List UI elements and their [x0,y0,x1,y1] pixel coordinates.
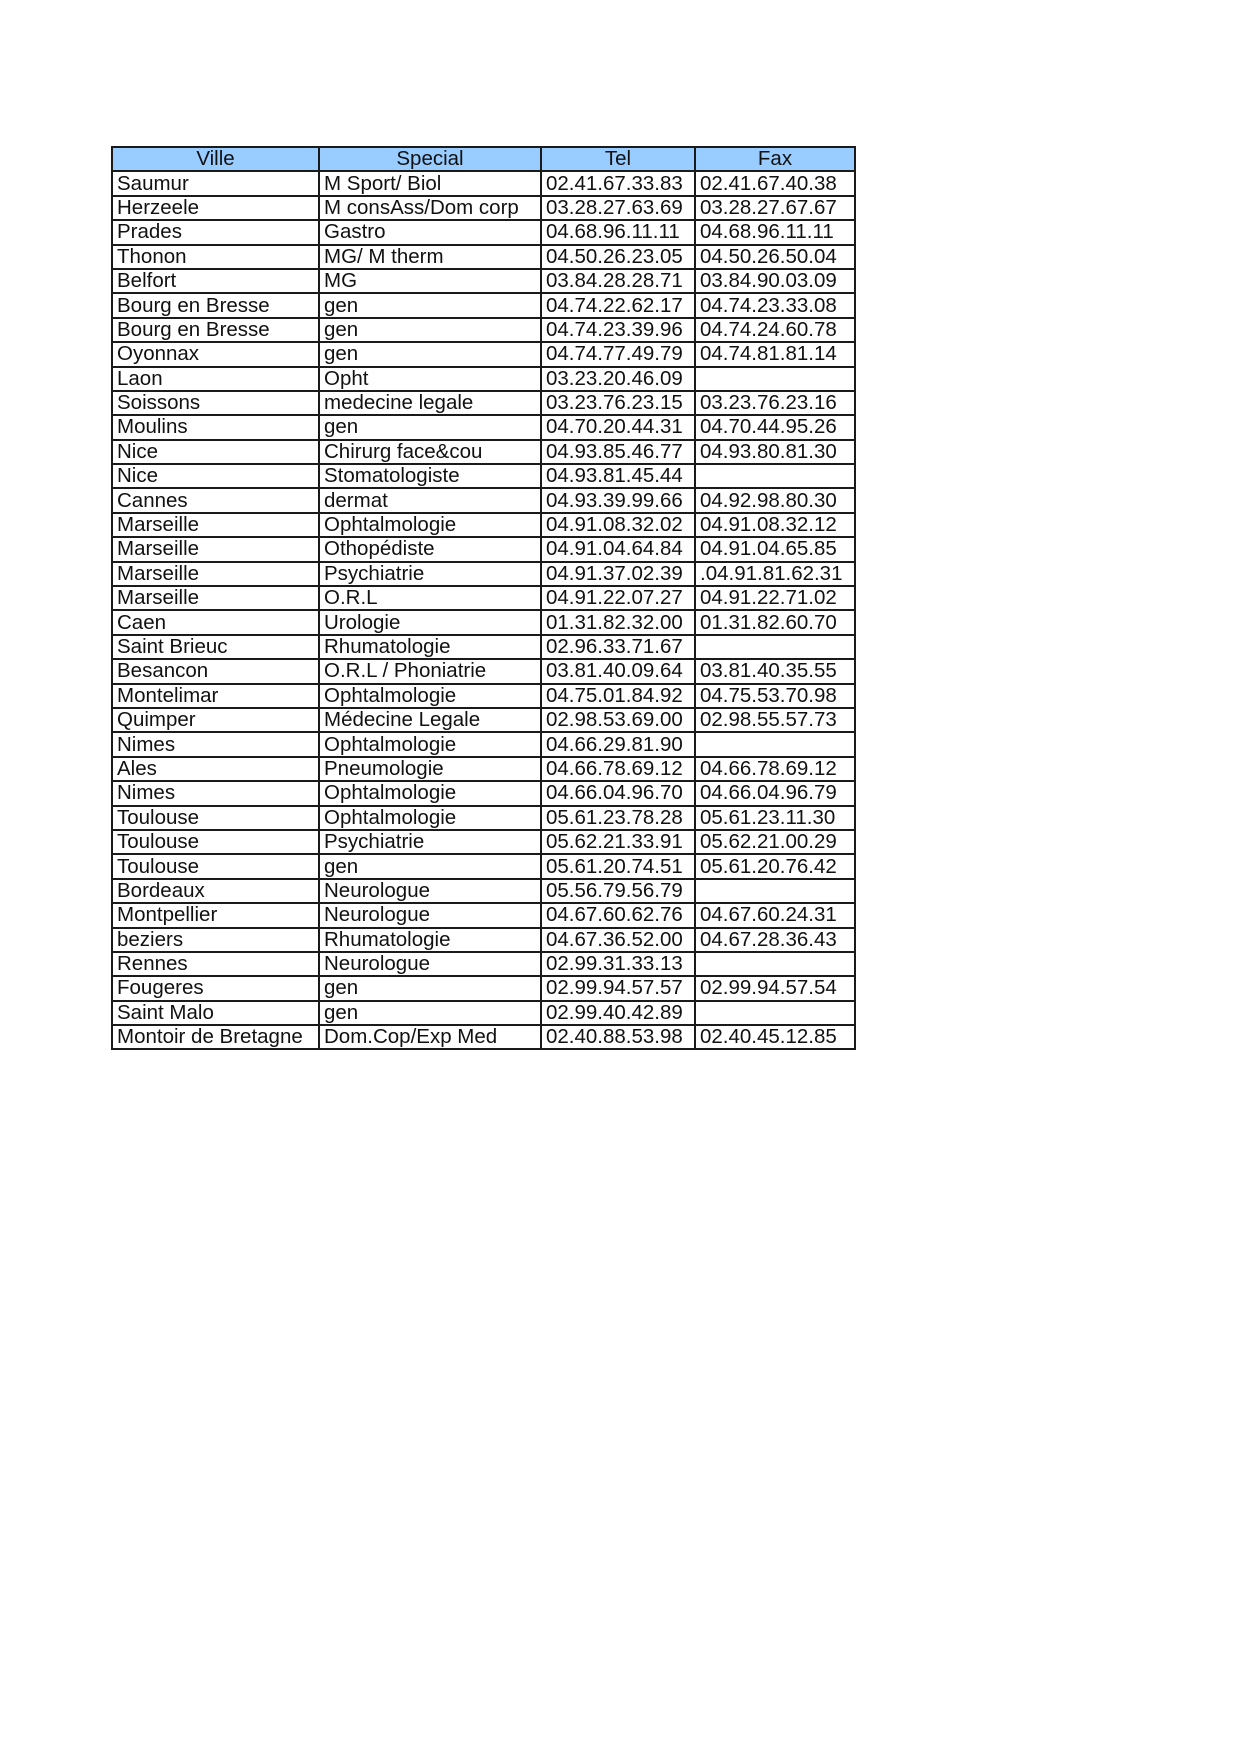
cell-fax [695,732,855,756]
table-row [112,318,855,342]
cell-tel: 01.31.82.32.00 [541,610,695,634]
cell-fax: 04.75.53.70.98 [695,684,855,708]
cell-special: Psychiatrie [319,562,541,586]
cell-tel: 04.93.81.45.44 [541,464,695,488]
column-header-tel: Tel [541,147,695,171]
cell-fax: 05.61.23.11.30 [695,806,855,830]
cell-special: gen [319,293,541,317]
cell-fax: 02.99.94.57.54 [695,976,855,1000]
cell-tel: 04.66.04.96.70 [541,781,695,805]
table-row [112,537,855,561]
cell-fax: 02.40.45.12.85 [695,1025,855,1049]
cell-special: Psychiatrie [319,830,541,854]
cell-ville: Marseille [112,586,319,610]
cell-ville: Marseille [112,537,319,561]
cell-special: Ophtalmologie [319,732,541,756]
cell-tel: 04.74.23.39.96 [541,318,695,342]
cell-fax: 05.61.20.76.42 [695,854,855,878]
cell-ville: Toulouse [112,830,319,854]
table-row [112,245,855,269]
cell-tel: 04.74.77.49.79 [541,342,695,366]
cell-tel: 05.56.79.56.79 [541,879,695,903]
cell-ville: Marseille [112,513,319,537]
cell-ville: Laon [112,367,319,391]
cell-fax [695,635,855,659]
table-row [112,367,855,391]
cell-ville: Toulouse [112,854,319,878]
table-row [112,171,855,195]
cell-ville: Toulouse [112,806,319,830]
cell-ville: Oyonnax [112,342,319,366]
table-row [112,659,855,683]
cell-ville: Herzeele [112,196,319,220]
cell-ville: Moulins [112,415,319,439]
cell-special: O.R.L [319,586,541,610]
table-row [112,781,855,805]
cell-fax: 02.41.67.40.38 [695,171,855,195]
table-row [112,903,855,927]
table-row [112,879,855,903]
cell-fax: 04.74.81.81.14 [695,342,855,366]
cell-special: Ophtalmologie [319,684,541,708]
cell-ville: Saint Malo [112,1001,319,1025]
table-body [112,171,855,1049]
cell-tel: 04.93.85.46.77 [541,440,695,464]
cell-special: dermat [319,488,541,512]
cell-fax: 04.93.80.81.30 [695,440,855,464]
cell-special: Opht [319,367,541,391]
cell-special: M consAss/Dom corp [319,196,541,220]
cell-tel: 04.91.22.07.27 [541,586,695,610]
table-row [112,342,855,366]
table-row [112,415,855,439]
cell-ville: Nice [112,464,319,488]
cell-tel: 04.67.36.52.00 [541,928,695,952]
cell-tel: 02.99.94.57.57 [541,976,695,1000]
cell-special: Ophtalmologie [319,781,541,805]
table-row [112,513,855,537]
cell-ville: Besancon [112,659,319,683]
cell-ville: Thonon [112,245,319,269]
cell-special: Ophtalmologie [319,806,541,830]
table-row [112,464,855,488]
table-row [112,391,855,415]
table-row [112,976,855,1000]
cell-tel: 04.91.08.32.02 [541,513,695,537]
cell-ville: Nimes [112,781,319,805]
table-header [112,147,855,171]
cell-fax: 04.91.04.65.85 [695,537,855,561]
cell-tel: 04.74.22.62.17 [541,293,695,317]
cell-special: Stomatologiste [319,464,541,488]
cell-tel: 03.28.27.63.69 [541,196,695,220]
cell-fax: 04.50.26.50.04 [695,245,855,269]
cell-special: gen [319,415,541,439]
cell-special: gen [319,342,541,366]
cell-tel: 02.96.33.71.67 [541,635,695,659]
cell-fax: 04.91.22.71.02 [695,586,855,610]
cell-fax: 04.66.78.69.12 [695,757,855,781]
cell-special: MG/ M therm [319,245,541,269]
cell-fax: .04.91.81.62.31 [695,562,855,586]
cell-special: Chirurg face&cou [319,440,541,464]
column-header-fax: Fax [695,147,855,171]
cell-special: Rhumatologie [319,635,541,659]
cell-ville: Nimes [112,732,319,756]
cell-special: gen [319,1001,541,1025]
cell-ville: Marseille [112,562,319,586]
cell-ville: Montelimar [112,684,319,708]
cell-tel: 02.41.67.33.83 [541,171,695,195]
cell-fax [695,367,855,391]
column-header-ville: Ville [112,147,319,171]
cell-tel: 03.23.76.23.15 [541,391,695,415]
cell-fax [695,464,855,488]
cell-ville: Saint Brieuc [112,635,319,659]
cell-fax [695,879,855,903]
cell-special: MG [319,269,541,293]
cell-special: gen [319,318,541,342]
cell-fax: 04.74.23.33.08 [695,293,855,317]
table-row [112,220,855,244]
cell-fax: 05.62.21.00.29 [695,830,855,854]
cell-fax: 04.66.04.96.79 [695,781,855,805]
cell-special: Othopédiste [319,537,541,561]
cell-tel: 05.62.21.33.91 [541,830,695,854]
table-row [112,830,855,854]
cell-fax: 04.67.28.36.43 [695,928,855,952]
cell-special: Urologie [319,610,541,634]
cell-ville: Montoir de Bretagne [112,1025,319,1049]
table-row [112,610,855,634]
cell-tel: 03.81.40.09.64 [541,659,695,683]
cell-fax: 01.31.82.60.70 [695,610,855,634]
cell-special: Neurologue [319,952,541,976]
cell-special: Gastro [319,220,541,244]
table-row [112,806,855,830]
table-row [112,757,855,781]
cell-special: Ophtalmologie [319,513,541,537]
table-row [112,269,855,293]
contacts-table [111,146,856,1050]
table-row [112,196,855,220]
cell-special: Pneumologie [319,757,541,781]
cell-special: Dom.Cop/Exp Med [319,1025,541,1049]
table-row [112,440,855,464]
cell-tel: 05.61.20.74.51 [541,854,695,878]
table-row [112,293,855,317]
cell-special: Neurologue [319,879,541,903]
cell-special: Médecine Legale [319,708,541,732]
table-row [112,928,855,952]
cell-tel: 03.23.20.46.09 [541,367,695,391]
cell-fax: 03.28.27.67.67 [695,196,855,220]
cell-ville: Prades [112,220,319,244]
cell-tel: 04.75.01.84.92 [541,684,695,708]
cell-special: O.R.L / Phoniatrie [319,659,541,683]
cell-tel: 02.99.31.33.13 [541,952,695,976]
cell-fax [695,1001,855,1025]
spreadsheet-page [111,146,856,1050]
cell-fax: 04.68.96.11.11 [695,220,855,244]
cell-tel: 04.66.29.81.90 [541,732,695,756]
cell-tel: 03.84.28.28.71 [541,269,695,293]
cell-ville: Fougeres [112,976,319,1000]
cell-ville: Soissons [112,391,319,415]
table-row [112,854,855,878]
cell-ville: Bordeaux [112,879,319,903]
cell-tel: 04.70.20.44.31 [541,415,695,439]
cell-fax: 02.98.55.57.73 [695,708,855,732]
cell-special: Rhumatologie [319,928,541,952]
cell-ville: Caen [112,610,319,634]
cell-fax: 03.84.90.03.09 [695,269,855,293]
cell-special: gen [319,976,541,1000]
cell-tel: 05.61.23.78.28 [541,806,695,830]
cell-ville: Quimper [112,708,319,732]
cell-ville: Montpellier [112,903,319,927]
cell-ville: Cannes [112,488,319,512]
cell-ville: Belfort [112,269,319,293]
cell-tel: 02.99.40.42.89 [541,1001,695,1025]
table-row [112,708,855,732]
cell-fax: 04.67.60.24.31 [695,903,855,927]
cell-tel: 04.66.78.69.12 [541,757,695,781]
cell-special: medecine legale [319,391,541,415]
cell-ville: Nice [112,440,319,464]
cell-fax: 03.81.40.35.55 [695,659,855,683]
cell-tel: 02.40.88.53.98 [541,1025,695,1049]
column-header-special: Special [319,147,541,171]
cell-special: Neurologue [319,903,541,927]
cell-tel: 04.68.96.11.11 [541,220,695,244]
cell-tel: 02.98.53.69.00 [541,708,695,732]
cell-ville: Rennes [112,952,319,976]
header-row [112,147,855,171]
table-row [112,562,855,586]
table-row [112,586,855,610]
table-row [112,1025,855,1049]
cell-fax: 04.91.08.32.12 [695,513,855,537]
cell-tel: 04.50.26.23.05 [541,245,695,269]
cell-ville: Bourg en Bresse [112,318,319,342]
cell-ville: Bourg en Bresse [112,293,319,317]
cell-fax: 04.92.98.80.30 [695,488,855,512]
cell-ville: Saumur [112,171,319,195]
cell-fax: 04.74.24.60.78 [695,318,855,342]
cell-tel: 04.91.04.64.84 [541,537,695,561]
table-row [112,488,855,512]
cell-tel: 04.93.39.99.66 [541,488,695,512]
cell-fax [695,952,855,976]
cell-tel: 04.67.60.62.76 [541,903,695,927]
cell-fax: 04.70.44.95.26 [695,415,855,439]
cell-ville: beziers [112,928,319,952]
table-row [112,684,855,708]
cell-tel: 04.91.37.02.39 [541,562,695,586]
cell-special: gen [319,854,541,878]
table-row [112,952,855,976]
table-row [112,732,855,756]
table-row [112,1001,855,1025]
cell-special: M Sport/ Biol [319,171,541,195]
cell-fax: 03.23.76.23.16 [695,391,855,415]
table-row [112,635,855,659]
cell-ville: Ales [112,757,319,781]
